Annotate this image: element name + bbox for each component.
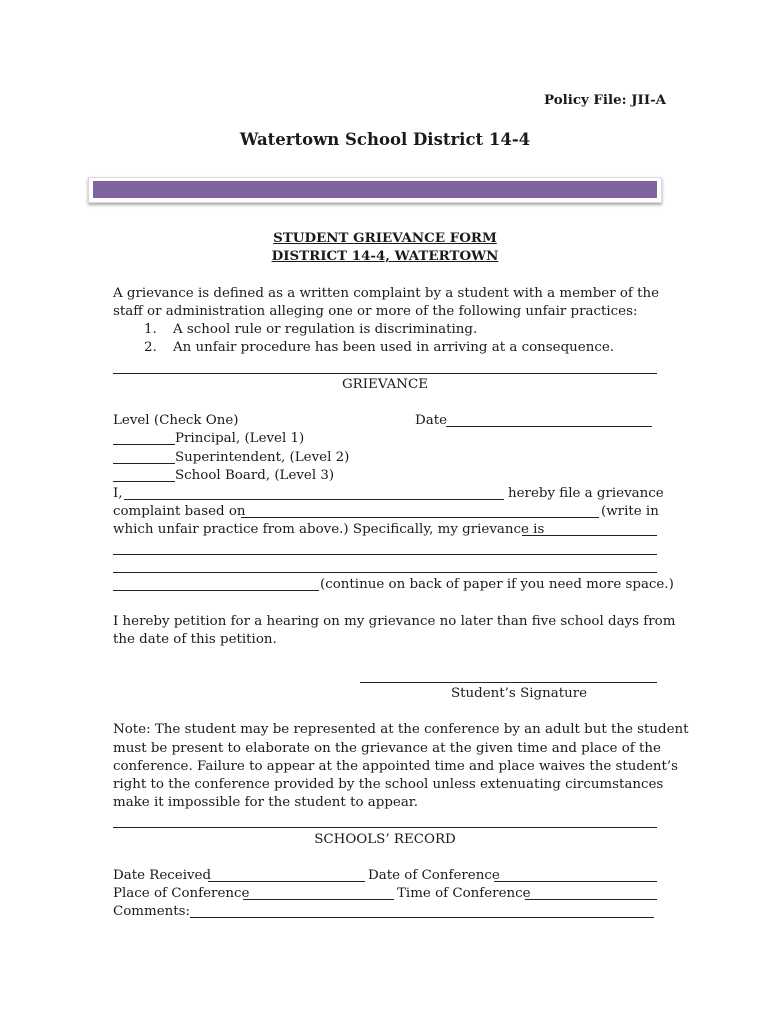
policy-file-label: Policy File: JII-A xyxy=(544,92,667,108)
i-label: I, xyxy=(113,486,123,501)
date-field-line[interactable] xyxy=(446,426,652,427)
grievance-divider xyxy=(113,373,657,374)
level-2-label: Superintendent, (Level 2) xyxy=(175,450,350,465)
date-received-line[interactable] xyxy=(208,881,365,882)
form-title-line-1: STUDENT GRIEVANCE FORM xyxy=(273,230,497,246)
note-line-2: must be present to elaborate on the grievance at the given time and place of the xyxy=(113,741,661,756)
signature-line[interactable] xyxy=(360,682,657,683)
record-divider xyxy=(113,827,657,828)
level-1-checkbox-line[interactable] xyxy=(113,444,175,445)
continue-note: (continue on back of paper if you need more space.) xyxy=(320,577,674,592)
header-accent-bar xyxy=(88,177,662,203)
grievance-line-1[interactable] xyxy=(522,535,657,536)
level-2-checkbox-line[interactable] xyxy=(113,463,175,464)
time-of-conference-label: Time of Conference xyxy=(397,886,531,901)
district-title: Watertown School District 14-4 xyxy=(239,130,531,149)
note-line-3: conference. Failure to appear at the appointed time and place waives the student’s xyxy=(113,759,679,774)
level-3-checkbox-line[interactable] xyxy=(113,481,175,482)
grievance-line-4[interactable] xyxy=(113,590,319,591)
date-received-label: Date Received xyxy=(113,868,212,883)
intro-line-1: A grievance is defined as a written complaint by a student with a member of the xyxy=(113,286,660,301)
practice-number-2: 2. xyxy=(144,340,157,355)
record-heading: SCHOOLS’ RECORD xyxy=(314,832,456,847)
date-of-conference-line[interactable] xyxy=(494,881,657,882)
grievance-heading: GRIEVANCE xyxy=(341,377,428,392)
comments-line[interactable] xyxy=(190,917,654,918)
petition-line-1: I hereby petition for a hearing on my grievance no later than five school days from xyxy=(113,614,676,629)
grievance-line-3[interactable] xyxy=(113,572,657,573)
time-of-conference-line[interactable] xyxy=(525,899,657,900)
level-label: Level (Check One) xyxy=(113,413,239,428)
student-name-line[interactable] xyxy=(124,499,504,500)
note-line-5: make it impossible for the student to appear. xyxy=(113,795,418,810)
note-line-4: right to the conference provided by the school unless extenuating circumstances xyxy=(113,777,664,792)
hereby-file-text: hereby file a grievance xyxy=(508,486,664,501)
form-title-line-2: DISTRICT 14-4, WATERTOWN xyxy=(271,248,499,264)
date-label: Date xyxy=(415,413,448,428)
level-1-label: Principal, (Level 1) xyxy=(175,431,305,446)
intro-line-2: staff or administration alleging one or more of the following unfair practices: xyxy=(113,304,638,319)
petition-line-2: the date of this petition. xyxy=(113,632,277,647)
place-of-conference-line[interactable] xyxy=(243,899,394,900)
complaint-based-line[interactable] xyxy=(241,517,599,518)
level-3-label: School Board, (Level 3) xyxy=(175,468,335,483)
practice-text-1: A school rule or regulation is discriminating. xyxy=(173,322,478,337)
practice-text-2: An unfair procedure has been used in arriving at a consequence. xyxy=(173,340,615,355)
date-of-conference-label: Date of Conference xyxy=(368,868,500,883)
complaint-based-text: complaint based on xyxy=(113,504,246,519)
write-in-text: (write in xyxy=(601,504,659,519)
which-unfair-text: which unfair practice from above.) Specifically, my grievance is xyxy=(113,522,545,537)
comments-label: Comments: xyxy=(113,904,191,919)
header-accent-bar-fill xyxy=(93,181,657,198)
place-of-conference-label: Place of Conference xyxy=(113,886,250,901)
signature-label: Student’s Signature xyxy=(451,686,588,701)
note-line-1: Note: The student may be represented at the conference by an adult but the student xyxy=(113,722,689,737)
grievance-line-2[interactable] xyxy=(113,554,657,555)
practice-number-1: 1. xyxy=(144,322,157,337)
